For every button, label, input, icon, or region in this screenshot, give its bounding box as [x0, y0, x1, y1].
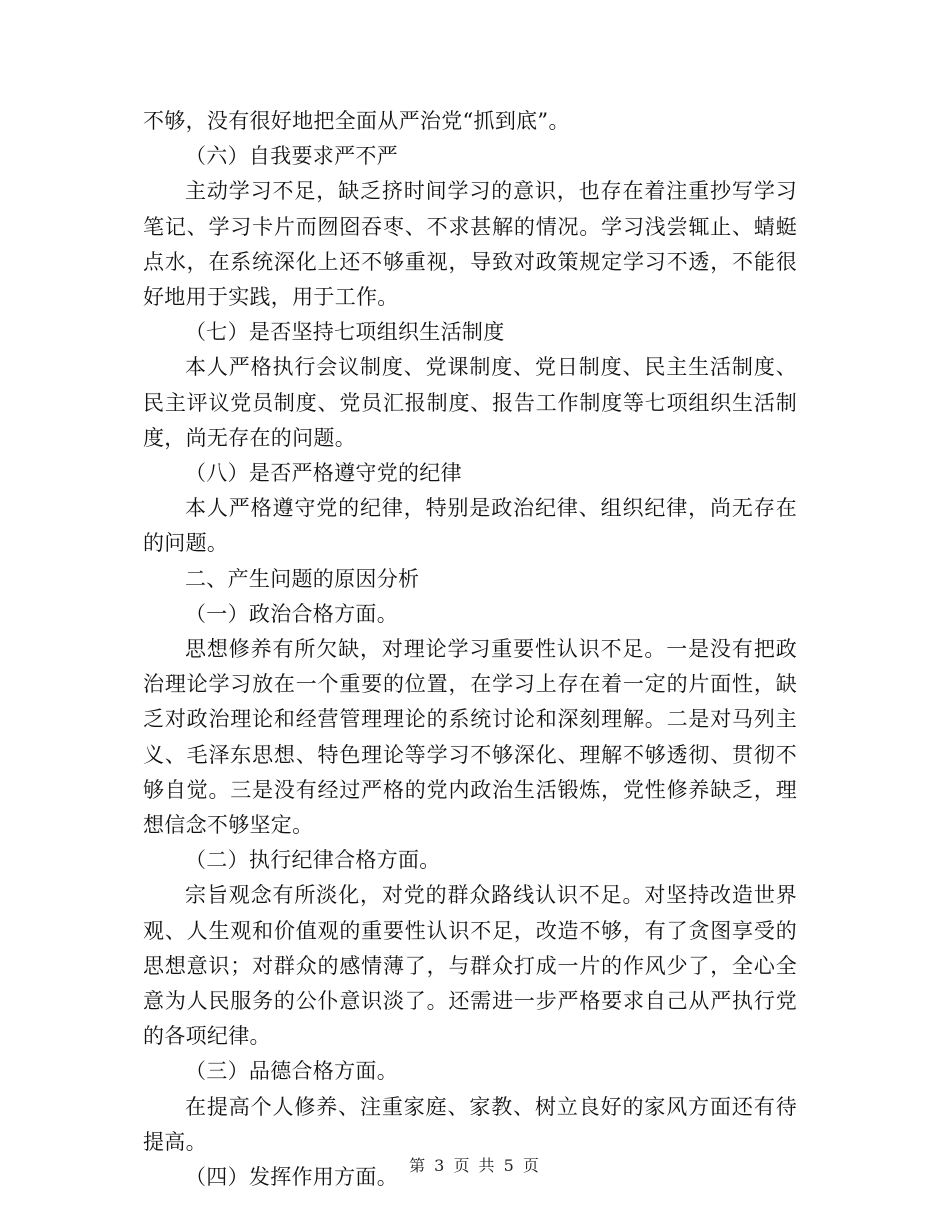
paragraph-political: 思想修养有所欠缺，对理论学习重要性认识不足。一是没有把政治理论学习放在一个重要的位置，在学习上存在着一定的片面性，缺乏对政治理论和经营管理理论的系统讨论和深刻理解。二是对马列主义、毛泽东思想、特色理论等学习不够深化、理解不够透彻、贯彻不够自觉。三是没有经过严格的党内政治生活锻炼，党性修养缺乏，理想信念不够坚定。	[143, 637, 797, 838]
paragraph-organization-life: 本人严格执行会议制度、党课制度、党日制度、民主生活制度、民主评议党员制度、党员汇报制度、报告工作制度等七项组织生活制度，尚无存在的问题。	[143, 355, 797, 450]
paragraph-self-requirement: 主动学习不足，缺乏挤时间学习的意识，也存在着注重抄写学习笔记、学习卡片而囫囵吞枣、不求甚解的情况。学习浅尝辄止、蜻蜓点水，在系统深化上还不够重视，导致对政策规定学习不透，不能很好地用于实践，用于工作。	[143, 179, 797, 310]
subsection-heading-2: （二）执行纪律合格方面。	[185, 848, 441, 873]
paragraph-discipline-analysis: 宗旨观念有所淡化，对党的群众路线认识不足。对坚持改造世界观、人生观和价值观的重要性认识不足，改造不够，有了贪图享受的思想意识；对群众的感情薄了，与群众打成一片的作风少了，全心全意为人民服务的公仆意识淡了。还需进一步严格要求自己从严执行党的各项纪律。	[143, 883, 797, 1049]
document-body	[143, 104, 797, 1195]
section-heading-6: （六）自我要求严不严	[185, 144, 398, 169]
section-heading-8: （八）是否严格遵守党的纪律	[185, 461, 462, 486]
page-number-footer: 第 3 页 共 5 页	[409, 1156, 541, 1175]
chapter-heading-2: 二、产生问题的原因分析	[185, 566, 420, 591]
paragraph-continuation: 不够，没有很好地把全面从严治党“抓到底”。	[143, 109, 570, 133]
paragraph-discipline: 本人严格遵守党的纪律，特别是政治纪律、组织纪律，尚无存在的问题。	[143, 496, 797, 556]
paragraph-morality: 在提高个人修养、注重家庭、家教、树立良好的家风方面还有待提高。	[143, 1094, 797, 1154]
subsection-heading-1: （一）政治合格方面。	[185, 601, 398, 626]
subsection-heading-3: （三）品德合格方面。	[185, 1059, 398, 1084]
subsection-heading-4: （四）发挥作用方面。	[185, 1165, 398, 1190]
section-heading-7: （七）是否坚持七项组织生活制度	[185, 320, 505, 345]
